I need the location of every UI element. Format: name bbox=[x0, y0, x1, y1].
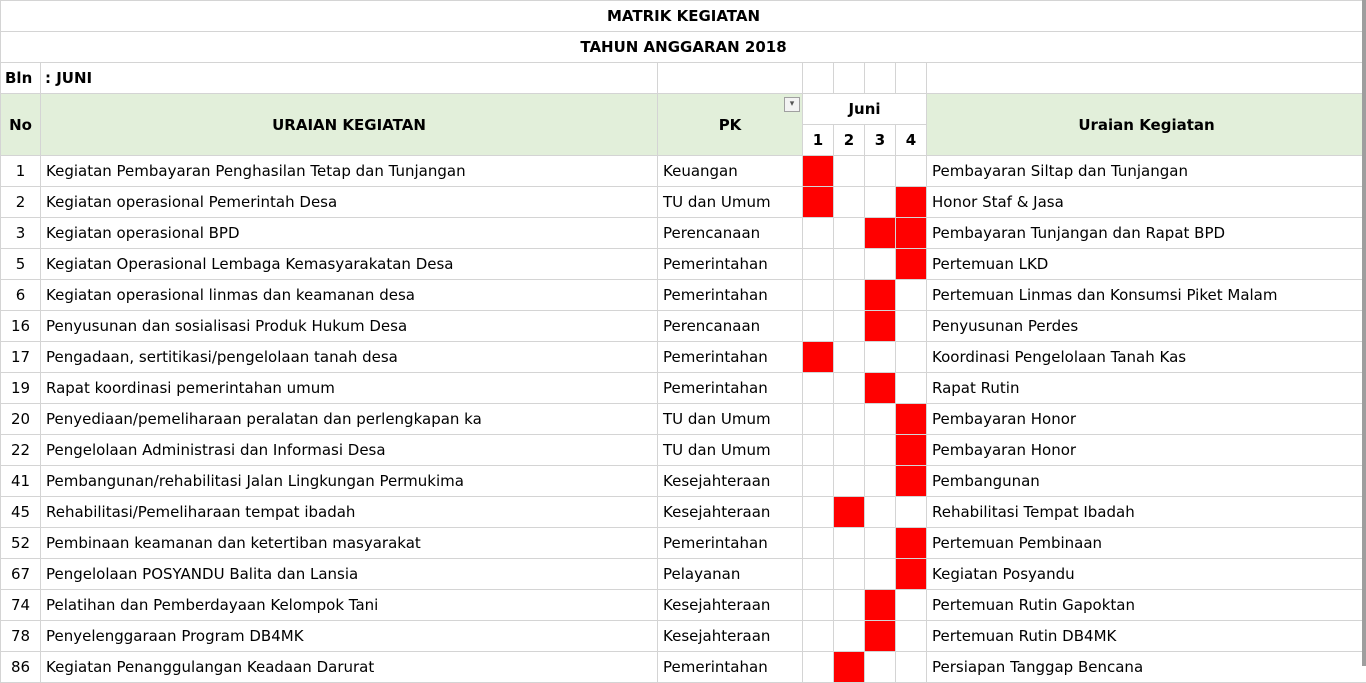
sheet-subtitle[interactable]: TAHUN ANGGARAN 2018 bbox=[1, 32, 1366, 63]
week-3-cell[interactable] bbox=[865, 249, 896, 280]
week-2-cell[interactable] bbox=[834, 187, 865, 218]
row-number-cell[interactable]: 16 bbox=[1, 311, 41, 342]
uraian-cell[interactable]: Pertemuan Rutin Gapoktan bbox=[927, 590, 1366, 621]
table-row bbox=[1, 187, 1366, 218]
activity-cell[interactable]: Pembangunan/rehabilitasi Jalan Lingkungan Permukima bbox=[41, 466, 658, 497]
week-2-cell[interactable] bbox=[834, 249, 865, 280]
week-1-cell[interactable] bbox=[803, 280, 834, 311]
week-1-cell[interactable] bbox=[803, 590, 834, 621]
activity-cell[interactable]: Pelatihan dan Pemberdayaan Kelompok Tani bbox=[41, 590, 658, 621]
row-number-cell[interactable]: 20 bbox=[1, 404, 41, 435]
week-1-cell[interactable] bbox=[803, 187, 834, 218]
pk-cell[interactable]: Pemerintahan bbox=[658, 652, 803, 683]
row-number-cell[interactable]: 52 bbox=[1, 528, 41, 559]
header-week-3[interactable]: 3 bbox=[865, 125, 896, 156]
table-row bbox=[1, 156, 1366, 187]
week-4-cell[interactable] bbox=[896, 311, 927, 342]
week-1-cell[interactable] bbox=[803, 156, 834, 187]
table-row bbox=[1, 249, 1366, 280]
week-1-cell[interactable] bbox=[803, 435, 834, 466]
week-2-cell[interactable] bbox=[834, 311, 865, 342]
activity-cell[interactable]: Kegiatan Penanggulangan Keadaan Darurat bbox=[41, 652, 658, 683]
uraian-cell[interactable]: Pembayaran Honor bbox=[927, 404, 1366, 435]
week-4-cell[interactable] bbox=[896, 528, 927, 559]
week-4-cell[interactable] bbox=[896, 466, 927, 497]
week-2-cell[interactable] bbox=[834, 435, 865, 466]
row-number-cell[interactable]: 22 bbox=[1, 435, 41, 466]
week-4-cell[interactable] bbox=[896, 621, 927, 652]
week-1-cell[interactable] bbox=[803, 404, 834, 435]
week-3-cell[interactable] bbox=[865, 311, 896, 342]
week-3-cell[interactable] bbox=[865, 559, 896, 590]
row-number-cell[interactable]: 41 bbox=[1, 466, 41, 497]
activity-cell[interactable]: Kegiatan operasional linmas dan keamanan desa bbox=[41, 280, 658, 311]
row-number-cell[interactable]: 86 bbox=[1, 652, 41, 683]
table-row bbox=[1, 435, 1366, 466]
table-row bbox=[1, 497, 1366, 528]
row-number-cell[interactable]: 78 bbox=[1, 621, 41, 652]
pk-cell[interactable]: Pemerintahan bbox=[658, 342, 803, 373]
uraian-cell[interactable]: Rehabilitasi Tempat Ibadah bbox=[927, 497, 1366, 528]
activity-cell[interactable]: Kegiatan Pembayaran Penghasilan Tetap dan Tunjangan bbox=[41, 156, 658, 187]
table-row bbox=[1, 342, 1366, 373]
pk-cell[interactable]: Pemerintahan bbox=[658, 528, 803, 559]
week-2-cell[interactable] bbox=[834, 528, 865, 559]
pk-cell[interactable]: Keuangan bbox=[658, 156, 803, 187]
week-1-cell[interactable] bbox=[803, 497, 834, 528]
week-4-cell[interactable] bbox=[896, 218, 927, 249]
table-row bbox=[1, 528, 1366, 559]
pk-cell[interactable]: Pemerintahan bbox=[658, 373, 803, 404]
header-week-1[interactable]: 1 bbox=[803, 125, 834, 156]
row-number-cell[interactable]: 5 bbox=[1, 249, 41, 280]
week-3-cell[interactable] bbox=[865, 528, 896, 559]
week-2-cell[interactable] bbox=[834, 218, 865, 249]
week-4-cell[interactable] bbox=[896, 373, 927, 404]
pk-cell[interactable]: TU dan Umum bbox=[658, 404, 803, 435]
table-row bbox=[1, 559, 1366, 590]
uraian-cell[interactable]: Penyusunan Perdes bbox=[927, 311, 1366, 342]
activity-cell[interactable]: Pembinaan keamanan dan ketertiban masyarakat bbox=[41, 528, 658, 559]
week-3-cell[interactable] bbox=[865, 404, 896, 435]
week-4-cell[interactable] bbox=[896, 590, 927, 621]
uraian-cell[interactable]: Pembayaran Honor bbox=[927, 435, 1366, 466]
row-number-cell[interactable]: 45 bbox=[1, 497, 41, 528]
week-2-cell[interactable] bbox=[834, 497, 865, 528]
week-2-cell[interactable] bbox=[834, 621, 865, 652]
month-value[interactable]: : JUNI bbox=[41, 63, 658, 94]
pk-cell[interactable]: TU dan Umum bbox=[658, 435, 803, 466]
pk-cell[interactable]: Pemerintahan bbox=[658, 249, 803, 280]
week-2-cell[interactable] bbox=[834, 404, 865, 435]
vertical-scrollbar-edge[interactable] bbox=[1362, 0, 1366, 666]
table-row bbox=[1, 652, 1366, 683]
uraian-cell[interactable]: Kegiatan Posyandu bbox=[927, 559, 1366, 590]
uraian-cell[interactable]: Pertemuan LKD bbox=[927, 249, 1366, 280]
week-1-cell[interactable] bbox=[803, 652, 834, 683]
table-row bbox=[1, 466, 1366, 497]
uraian-cell[interactable]: Pembayaran Siltap dan Tunjangan bbox=[927, 156, 1366, 187]
week-1-cell[interactable] bbox=[803, 311, 834, 342]
header-month[interactable]: Juni bbox=[803, 94, 927, 125]
week-4-cell[interactable] bbox=[896, 559, 927, 590]
week-3-cell[interactable] bbox=[865, 497, 896, 528]
week-3-cell[interactable] bbox=[865, 342, 896, 373]
dropdown-filter-icon[interactable]: ▾ bbox=[784, 97, 800, 112]
activity-cell[interactable]: Kegiatan operasional BPD bbox=[41, 218, 658, 249]
pk-cell[interactable]: TU dan Umum bbox=[658, 187, 803, 218]
week-1-cell[interactable] bbox=[803, 621, 834, 652]
row-number-cell[interactable]: 1 bbox=[1, 156, 41, 187]
table-row bbox=[1, 280, 1366, 311]
uraian-cell[interactable]: Koordinasi Pengelolaan Tanah Kas bbox=[927, 342, 1366, 373]
week-2-cell[interactable] bbox=[834, 466, 865, 497]
uraian-cell[interactable]: Honor Staf & Jasa bbox=[927, 187, 1366, 218]
week-1-cell[interactable] bbox=[803, 528, 834, 559]
activity-cell[interactable]: Penyediaan/pemeliharaan peralatan dan perlengkapan ka bbox=[41, 404, 658, 435]
week-3-cell[interactable] bbox=[865, 373, 896, 404]
table-row bbox=[1, 404, 1366, 435]
header-week-4[interactable]: 4 bbox=[896, 125, 927, 156]
week-1-cell[interactable] bbox=[803, 342, 834, 373]
week-4-cell[interactable] bbox=[896, 404, 927, 435]
header-week-2[interactable]: 2 bbox=[834, 125, 865, 156]
week-3-cell[interactable] bbox=[865, 435, 896, 466]
row-number-cell[interactable]: 2 bbox=[1, 187, 41, 218]
header-pk[interactable] bbox=[658, 94, 803, 156]
row-number-cell[interactable]: 74 bbox=[1, 590, 41, 621]
row-number-cell[interactable]: 19 bbox=[1, 373, 41, 404]
week-3-cell[interactable] bbox=[865, 590, 896, 621]
header-uraian-kegiatan[interactable]: URAIAN KEGIATAN bbox=[41, 94, 658, 156]
row-number-cell[interactable]: 17 bbox=[1, 342, 41, 373]
week-2-cell[interactable] bbox=[834, 280, 865, 311]
week-1-cell[interactable] bbox=[803, 249, 834, 280]
week-1-cell[interactable] bbox=[803, 466, 834, 497]
week-1-cell[interactable] bbox=[803, 218, 834, 249]
table-row bbox=[1, 311, 1366, 342]
row-number-cell[interactable]: 67 bbox=[1, 559, 41, 590]
uraian-cell[interactable]: Pembangunan bbox=[927, 466, 1366, 497]
week-3-cell[interactable] bbox=[865, 280, 896, 311]
uraian-cell[interactable]: Pembayaran Tunjangan dan Rapat BPD bbox=[927, 218, 1366, 249]
week-3-cell[interactable] bbox=[865, 218, 896, 249]
week-3-cell[interactable] bbox=[865, 621, 896, 652]
pk-cell[interactable]: Pemerintahan bbox=[658, 280, 803, 311]
table-row bbox=[1, 373, 1366, 404]
week-2-cell[interactable] bbox=[834, 342, 865, 373]
activity-cell[interactable]: Pengelolaan Administrasi dan Informasi Desa bbox=[41, 435, 658, 466]
pk-cell[interactable]: Kesejahteraan bbox=[658, 466, 803, 497]
pk-cell[interactable]: Kesejahteraan bbox=[658, 590, 803, 621]
uraian-cell[interactable]: Pertemuan Linmas dan Konsumsi Piket Malam bbox=[927, 280, 1366, 311]
week-4-cell[interactable] bbox=[896, 249, 927, 280]
week-2-cell[interactable] bbox=[834, 590, 865, 621]
pk-cell[interactable]: Pelayanan bbox=[658, 559, 803, 590]
header-pk-label: PK bbox=[719, 116, 742, 134]
week-2-cell[interactable] bbox=[834, 652, 865, 683]
week-2-cell[interactable] bbox=[834, 156, 865, 187]
pk-cell[interactable]: Perencanaan bbox=[658, 311, 803, 342]
row-number-cell[interactable]: 6 bbox=[1, 280, 41, 311]
week-3-cell[interactable] bbox=[865, 466, 896, 497]
week-4-cell[interactable] bbox=[896, 342, 927, 373]
activity-cell[interactable]: Rapat koordinasi pemerintahan umum bbox=[41, 373, 658, 404]
pk-cell[interactable]: Kesejahteraan bbox=[658, 497, 803, 528]
week-4-cell[interactable] bbox=[896, 497, 927, 528]
week-4-cell[interactable] bbox=[896, 280, 927, 311]
table-row bbox=[1, 621, 1366, 652]
activity-cell[interactable]: Penyelenggaraan Program DB4MK bbox=[41, 621, 658, 652]
header-no[interactable]: No bbox=[1, 94, 41, 156]
table-row bbox=[1, 590, 1366, 621]
uraian-cell[interactable]: Rapat Rutin bbox=[927, 373, 1366, 404]
week-3-cell[interactable] bbox=[865, 156, 896, 187]
row-number-cell[interactable]: 3 bbox=[1, 218, 41, 249]
week-4-cell[interactable] bbox=[896, 156, 927, 187]
activity-cell[interactable]: Kegiatan Operasional Lembaga Kemasyarakatan Desa bbox=[41, 249, 658, 280]
week-4-cell[interactable] bbox=[896, 652, 927, 683]
uraian-cell[interactable]: Persiapan Tanggap Bencana bbox=[927, 652, 1366, 683]
uraian-cell[interactable]: Pertemuan Rutin DB4MK bbox=[927, 621, 1366, 652]
week-1-cell[interactable] bbox=[803, 559, 834, 590]
activity-cell[interactable]: Penyusunan dan sosialisasi Produk Hukum Desa bbox=[41, 311, 658, 342]
table-row bbox=[1, 218, 1366, 249]
week-4-cell[interactable] bbox=[896, 435, 927, 466]
activity-cell[interactable]: Pengadaan, sertitikasi/pengelolaan tanah desa bbox=[41, 342, 658, 373]
week-2-cell[interactable] bbox=[834, 559, 865, 590]
uraian-cell[interactable]: Pertemuan Pembinaan bbox=[927, 528, 1366, 559]
month-label[interactable]: Bln bbox=[1, 63, 41, 94]
week-2-cell[interactable] bbox=[834, 373, 865, 404]
pk-cell[interactable]: Kesejahteraan bbox=[658, 621, 803, 652]
header-uraian-right[interactable]: Uraian Kegiatan bbox=[927, 94, 1366, 156]
sheet-title[interactable]: MATRIK KEGIATAN bbox=[1, 1, 1366, 32]
activity-cell[interactable]: Rehabilitasi/Pemeliharaan tempat ibadah bbox=[41, 497, 658, 528]
week-1-cell[interactable] bbox=[803, 373, 834, 404]
week-4-cell[interactable] bbox=[896, 187, 927, 218]
week-3-cell[interactable] bbox=[865, 187, 896, 218]
week-3-cell[interactable] bbox=[865, 652, 896, 683]
activity-cell[interactable]: Pengelolaan POSYANDU Balita dan Lansia bbox=[41, 559, 658, 590]
activity-cell[interactable]: Kegiatan operasional Pemerintah Desa bbox=[41, 187, 658, 218]
pk-cell[interactable]: Perencanaan bbox=[658, 218, 803, 249]
